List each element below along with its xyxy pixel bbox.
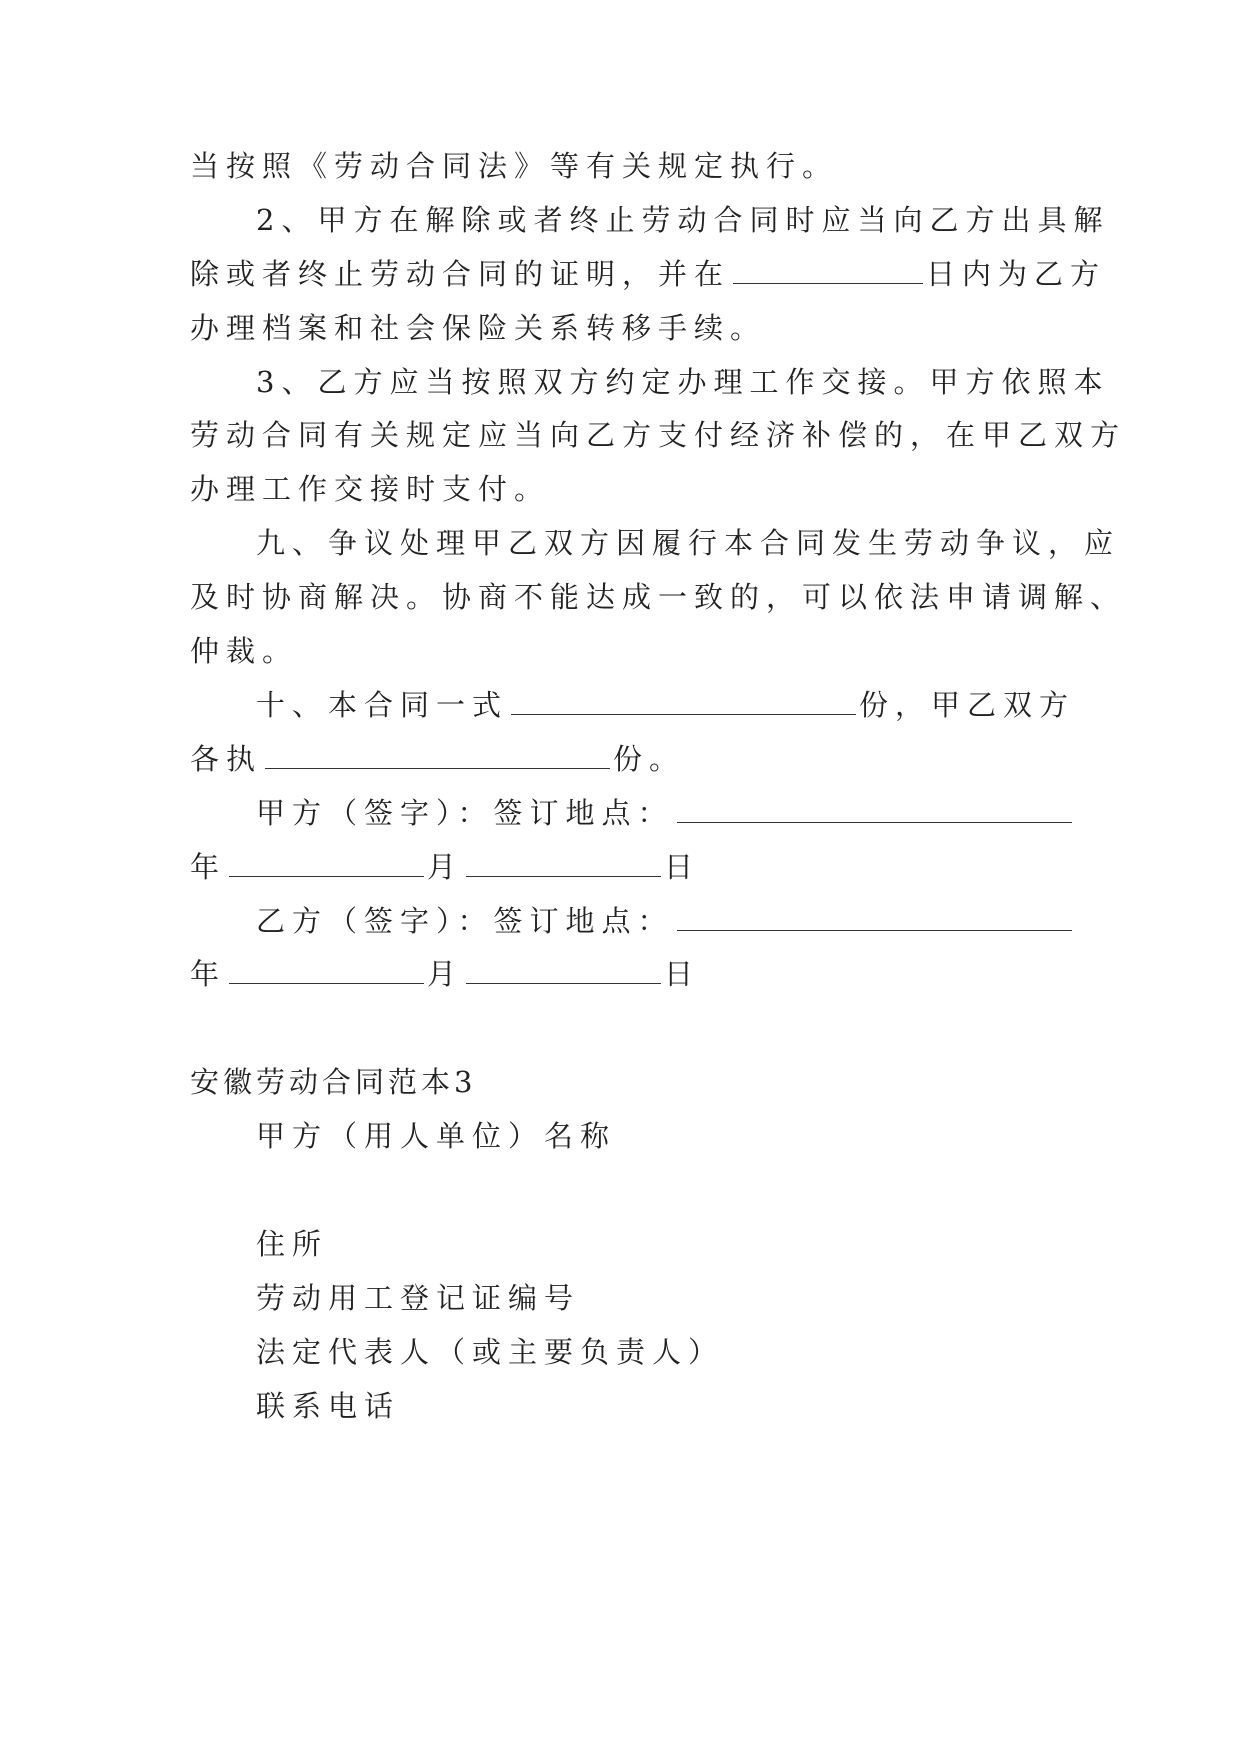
paragraph-text: 当按照《劳动合同法》等有关规定执行。 [190, 149, 839, 183]
paragraph-text: 办理档案和社会保险关系转移手续。 [190, 311, 767, 345]
paragraph-text: 3、乙方应当按照双方约定办理工作交接。甲方依照本 [256, 365, 1110, 399]
signing-place-blank[interactable] [677, 905, 1072, 931]
text-line [190, 146, 838, 186]
month-blank[interactable] [466, 958, 661, 984]
text-line [256, 1278, 580, 1318]
paragraph-text: 日内为乙方 [926, 257, 1107, 291]
month-label: 月 [427, 957, 464, 991]
legal-representative-label: 法定代表人（或主要负责人） [256, 1335, 725, 1369]
paragraph-text: 除或者终止劳动合同的证明，并在 [190, 257, 731, 291]
text-line [256, 1224, 328, 1264]
fill-in-blank[interactable] [733, 258, 923, 284]
section-title-text: 安徽劳动合同范本3 [190, 1065, 477, 1099]
text-line [190, 308, 766, 348]
text-line [256, 1386, 400, 1426]
paragraph-text: 2、甲方在解除或者终止劳动合同时应当向乙方出具解 [256, 203, 1110, 237]
party-a-name-label: 甲方（用人单位）名称 [256, 1119, 617, 1153]
paragraph-text: 十、本合同一式 [256, 688, 509, 722]
signature-label: 甲方（签字）：签订地点： [256, 796, 674, 830]
text-line [256, 1116, 616, 1156]
text-line [190, 739, 685, 779]
text-line [256, 523, 1120, 563]
phone-label: 联系电话 [256, 1389, 401, 1423]
text-line [190, 577, 1126, 617]
signing-place-blank[interactable] [677, 797, 1072, 823]
paragraph-text: 办理工作交接时支付。 [190, 472, 551, 506]
text-line [256, 685, 1075, 725]
address-label: 住所 [256, 1227, 329, 1261]
paragraph-text: 及时协商解决。协商不能达成一致的，可以依法申请调解、 [190, 580, 1127, 614]
text-line [190, 415, 1126, 455]
text-line [190, 631, 298, 671]
date-line-party-b [190, 954, 700, 994]
text-line [256, 362, 1109, 402]
fill-in-blank[interactable] [511, 689, 856, 715]
signature-line-party-b [256, 901, 1075, 941]
text-line [256, 200, 1109, 240]
signature-line-party-a [256, 793, 1075, 833]
paragraph-text: 九、争议处理甲乙双方因履行本合同发生劳动争议，应 [256, 526, 1121, 560]
month-blank[interactable] [466, 851, 661, 877]
year-label: 年 [190, 957, 227, 991]
date-line-party-a [190, 847, 700, 887]
paragraph-text: 份，甲乙双方 [859, 688, 1076, 722]
text-line [190, 469, 550, 509]
paragraph-text: 劳动合同有关规定应当向乙方支付经济补偿的，在甲乙双方 [190, 418, 1127, 452]
day-label: 日 [664, 850, 701, 884]
day-label: 日 [664, 957, 701, 991]
fill-in-blank[interactable] [265, 743, 610, 769]
year-label: 年 [190, 850, 227, 884]
year-blank[interactable] [229, 851, 424, 877]
paragraph-text: 仲裁。 [190, 634, 299, 668]
text-line [190, 254, 1106, 294]
registration-number-label: 劳动用工登记证编号 [256, 1281, 581, 1315]
paragraph-text: 份。 [613, 742, 686, 776]
year-blank[interactable] [229, 958, 424, 984]
section-title [190, 1062, 476, 1102]
text-line [256, 1332, 724, 1372]
signature-label: 乙方（签字）：签订地点： [256, 904, 674, 938]
paragraph-text: 各执 [190, 742, 263, 776]
month-label: 月 [427, 850, 464, 884]
